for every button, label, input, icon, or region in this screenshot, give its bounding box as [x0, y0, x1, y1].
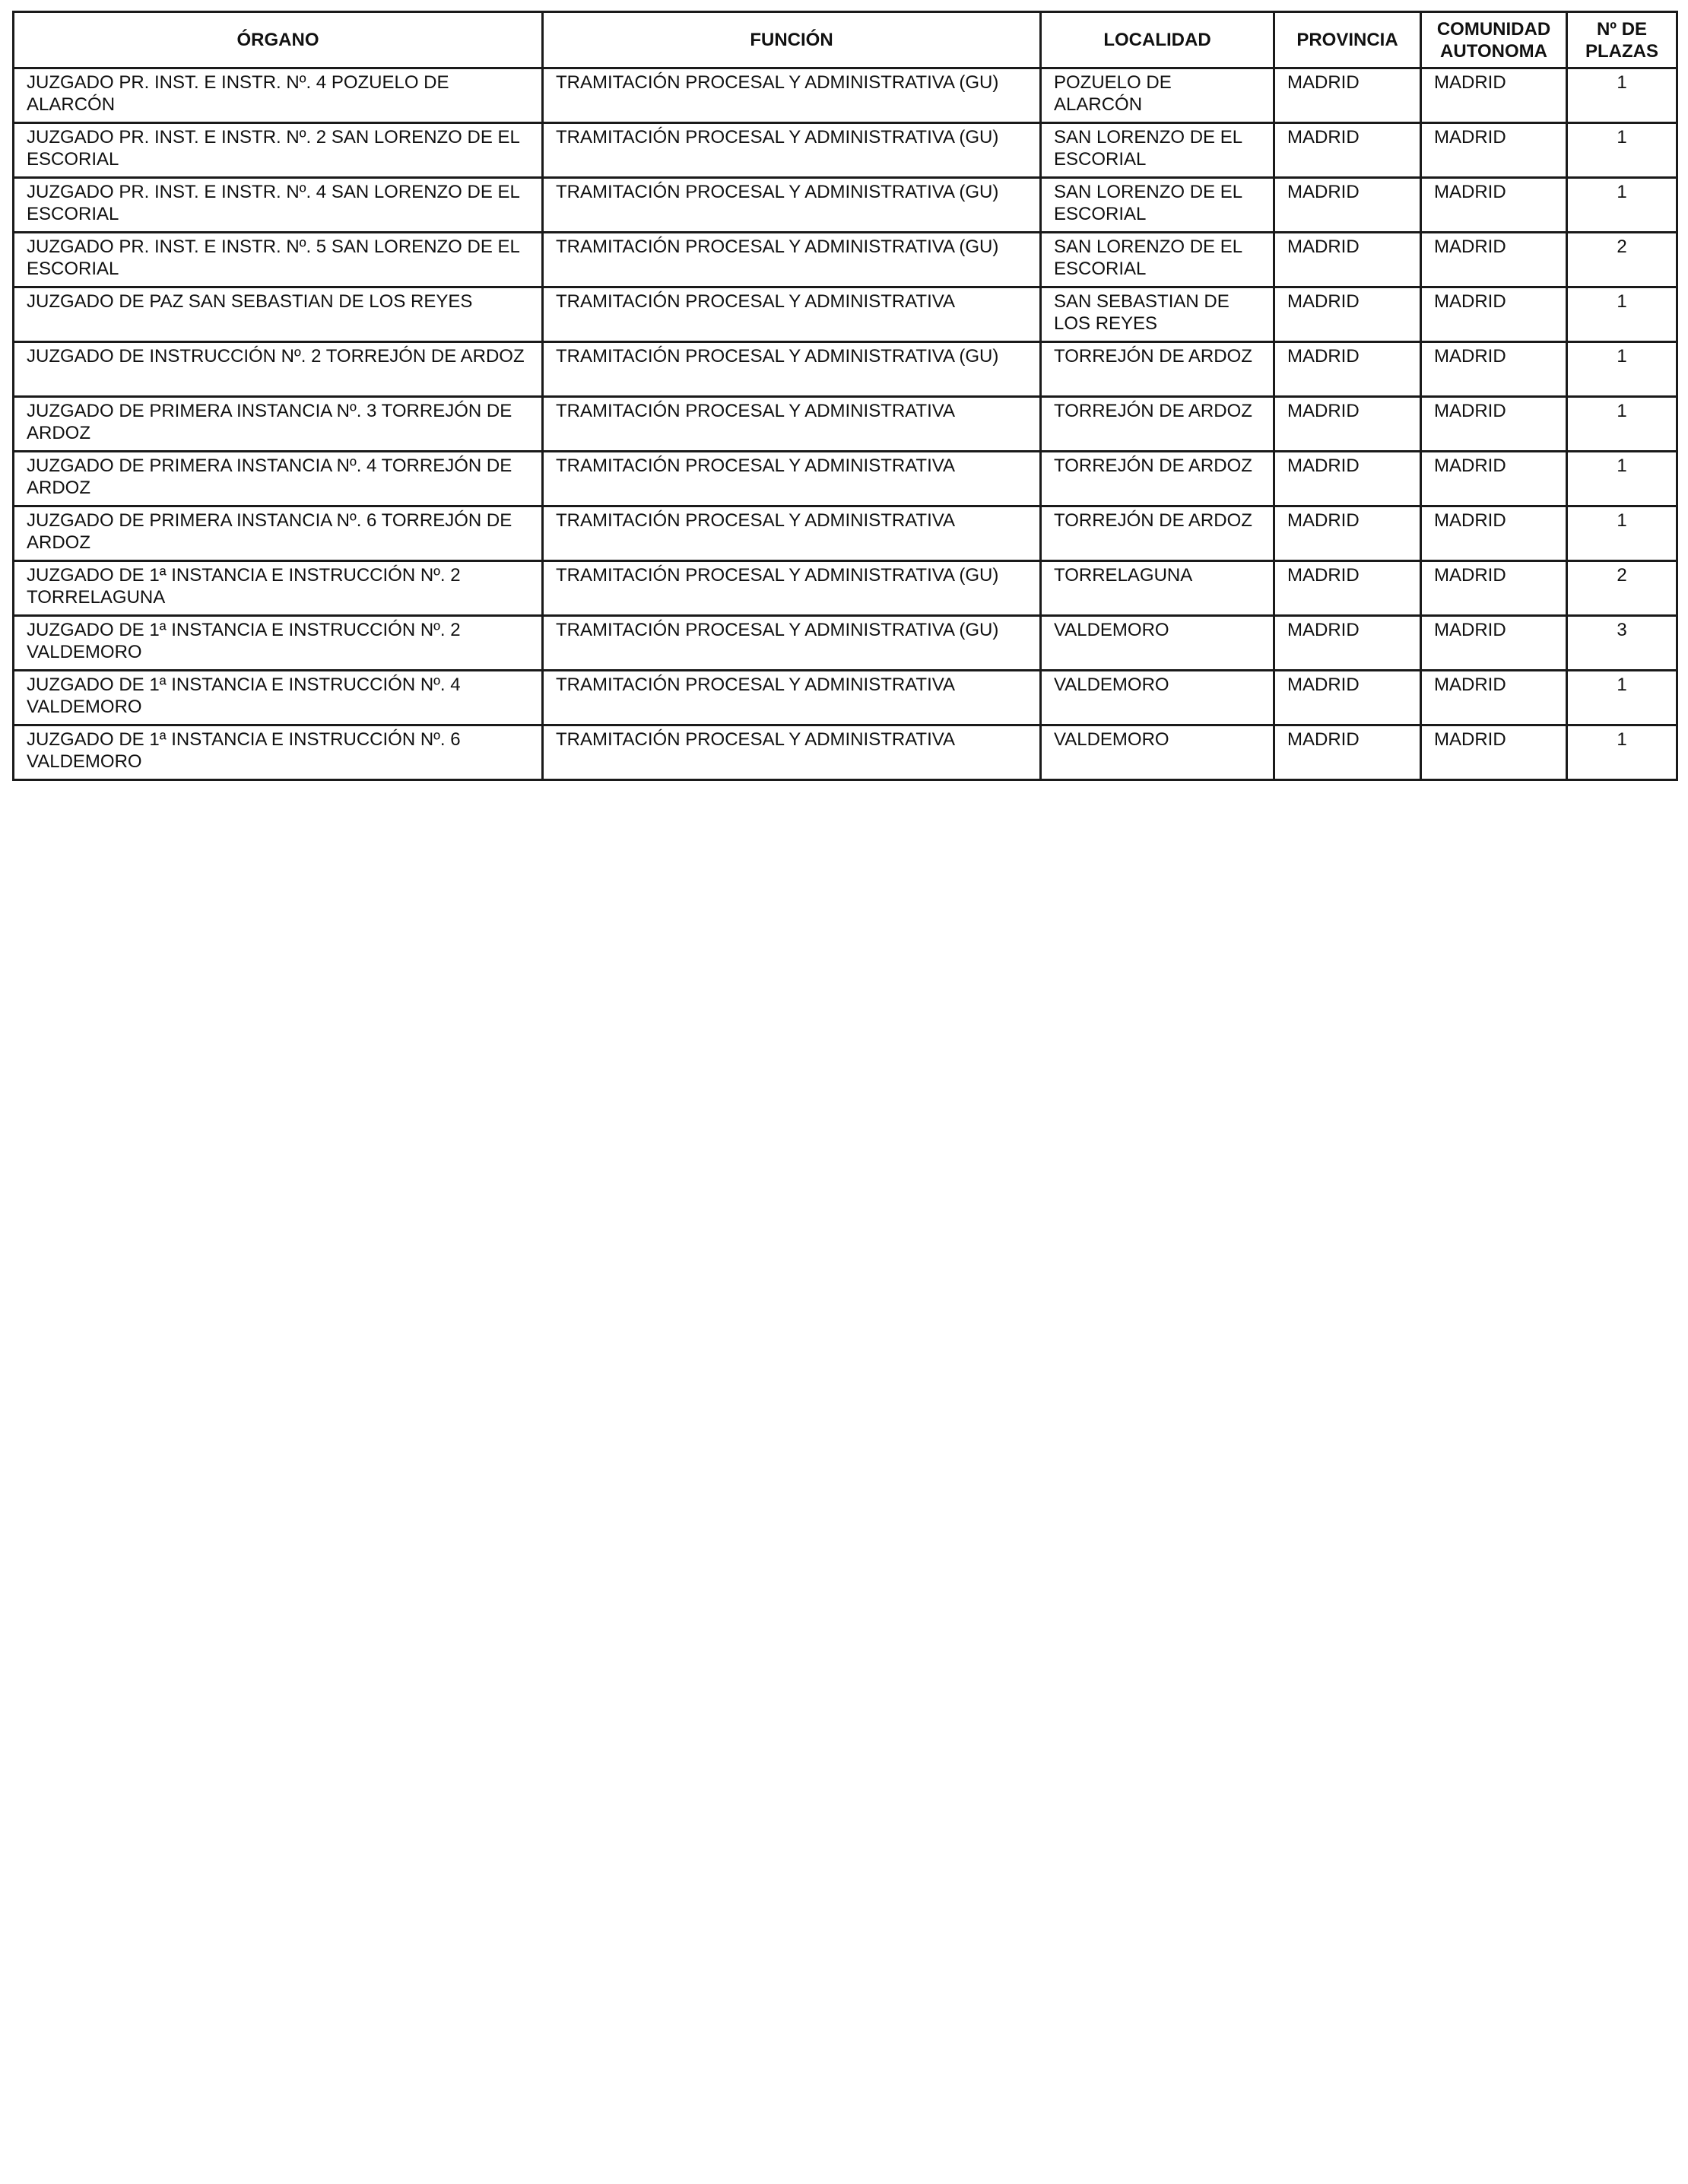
- cell-provincia: MADRID: [1274, 287, 1421, 342]
- cell-funcion: TRAMITACIÓN PROCESAL Y ADMINISTRATIVA (GU): [543, 123, 1041, 178]
- cell-plazas: 1: [1567, 342, 1677, 397]
- plazas-table: [12, 11, 1678, 781]
- cell-funcion: TRAMITACIÓN PROCESAL Y ADMINISTRATIVA: [543, 506, 1041, 561]
- cell-comunidad: MADRID: [1421, 671, 1567, 725]
- cell-provincia: MADRID: [1274, 342, 1421, 397]
- cell-comunidad: MADRID: [1421, 452, 1567, 506]
- cell-plazas: 1: [1567, 68, 1677, 123]
- cell-comunidad: MADRID: [1421, 506, 1567, 561]
- cell-plazas: 1: [1567, 397, 1677, 452]
- cell-provincia: MADRID: [1274, 68, 1421, 123]
- table-row: [14, 506, 1677, 561]
- cell-organo: JUZGADO PR. INST. E INSTR. Nº. 2 SAN LORENZO DE EL ESCORIAL: [14, 123, 543, 178]
- cell-localidad: TORREJÓN DE ARDOZ: [1041, 506, 1274, 561]
- cell-plazas: 2: [1567, 233, 1677, 287]
- cell-organo: JUZGADO DE PRIMERA INSTANCIA Nº. 4 TORREJÓN DE ARDOZ: [14, 452, 543, 506]
- cell-localidad: SAN LORENZO DE EL ESCORIAL: [1041, 178, 1274, 233]
- cell-localidad: SAN LORENZO DE EL ESCORIAL: [1041, 233, 1274, 287]
- cell-localidad: SAN SEBASTIAN DE LOS REYES: [1041, 287, 1274, 342]
- cell-localidad: POZUELO DE ALARCÓN: [1041, 68, 1274, 123]
- cell-comunidad: MADRID: [1421, 561, 1567, 616]
- cell-organo: JUZGADO DE PRIMERA INSTANCIA Nº. 6 TORREJÓN DE ARDOZ: [14, 506, 543, 561]
- cell-plazas: 1: [1567, 123, 1677, 178]
- cell-provincia: MADRID: [1274, 397, 1421, 452]
- cell-funcion: TRAMITACIÓN PROCESAL Y ADMINISTRATIVA (GU): [543, 616, 1041, 671]
- cell-provincia: MADRID: [1274, 178, 1421, 233]
- cell-localidad: VALDEMORO: [1041, 671, 1274, 725]
- cell-funcion: TRAMITACIÓN PROCESAL Y ADMINISTRATIVA (GU): [543, 68, 1041, 123]
- table-row: [14, 671, 1677, 725]
- table-row: [14, 397, 1677, 452]
- cell-plazas: 1: [1567, 178, 1677, 233]
- cell-plazas: 1: [1567, 287, 1677, 342]
- cell-funcion: TRAMITACIÓN PROCESAL Y ADMINISTRATIVA (GU): [543, 178, 1041, 233]
- header-comunidad: COMUNIDAD AUTONOMA: [1421, 12, 1567, 68]
- cell-plazas: 1: [1567, 725, 1677, 780]
- cell-organo: JUZGADO PR. INST. E INSTR. Nº. 4 POZUELO DE ALARCÓN: [14, 68, 543, 123]
- table-row: [14, 342, 1677, 397]
- cell-comunidad: MADRID: [1421, 178, 1567, 233]
- cell-localidad: VALDEMORO: [1041, 725, 1274, 780]
- table-row: [14, 561, 1677, 616]
- cell-funcion: TRAMITACIÓN PROCESAL Y ADMINISTRATIVA: [543, 671, 1041, 725]
- cell-provincia: MADRID: [1274, 616, 1421, 671]
- cell-funcion: TRAMITACIÓN PROCESAL Y ADMINISTRATIVA: [543, 287, 1041, 342]
- table-row: [14, 233, 1677, 287]
- table-row: [14, 452, 1677, 506]
- cell-comunidad: MADRID: [1421, 287, 1567, 342]
- header-localidad: LOCALIDAD: [1041, 12, 1274, 68]
- header-organo: ÓRGANO: [14, 12, 543, 68]
- cell-localidad: TORREJÓN DE ARDOZ: [1041, 342, 1274, 397]
- cell-provincia: MADRID: [1274, 452, 1421, 506]
- cell-funcion: TRAMITACIÓN PROCESAL Y ADMINISTRATIVA: [543, 725, 1041, 780]
- cell-plazas: 2: [1567, 561, 1677, 616]
- table-row: [14, 123, 1677, 178]
- header-funcion: FUNCIÓN: [543, 12, 1041, 68]
- cell-provincia: MADRID: [1274, 506, 1421, 561]
- cell-funcion: TRAMITACIÓN PROCESAL Y ADMINISTRATIVA: [543, 452, 1041, 506]
- cell-comunidad: MADRID: [1421, 725, 1567, 780]
- cell-localidad: SAN LORENZO DE EL ESCORIAL: [1041, 123, 1274, 178]
- cell-funcion: TRAMITACIÓN PROCESAL Y ADMINISTRATIVA (GU): [543, 561, 1041, 616]
- cell-comunidad: MADRID: [1421, 68, 1567, 123]
- cell-plazas: 1: [1567, 506, 1677, 561]
- cell-provincia: MADRID: [1274, 233, 1421, 287]
- table-header-row: [14, 12, 1677, 68]
- cell-provincia: MADRID: [1274, 671, 1421, 725]
- cell-comunidad: MADRID: [1421, 233, 1567, 287]
- cell-localidad: TORRELAGUNA: [1041, 561, 1274, 616]
- table-row: [14, 178, 1677, 233]
- cell-organo: JUZGADO DE 1ª INSTANCIA E INSTRUCCIÓN Nº. 4 VALDEMORO: [14, 671, 543, 725]
- cell-organo: JUZGADO DE PRIMERA INSTANCIA Nº. 3 TORREJÓN DE ARDOZ: [14, 397, 543, 452]
- table-row: [14, 68, 1677, 123]
- cell-provincia: MADRID: [1274, 123, 1421, 178]
- cell-funcion: TRAMITACIÓN PROCESAL Y ADMINISTRATIVA: [543, 397, 1041, 452]
- cell-organo: JUZGADO PR. INST. E INSTR. Nº. 4 SAN LORENZO DE EL ESCORIAL: [14, 178, 543, 233]
- cell-organo: JUZGADO DE 1ª INSTANCIA E INSTRUCCIÓN Nº. 2 TORRELAGUNA: [14, 561, 543, 616]
- cell-funcion: TRAMITACIÓN PROCESAL Y ADMINISTRATIVA (GU): [543, 342, 1041, 397]
- cell-comunidad: MADRID: [1421, 342, 1567, 397]
- cell-plazas: 1: [1567, 671, 1677, 725]
- header-plazas: Nº DE PLAZAS: [1567, 12, 1677, 68]
- cell-localidad: TORREJÓN DE ARDOZ: [1041, 452, 1274, 506]
- cell-plazas: 3: [1567, 616, 1677, 671]
- cell-organo: JUZGADO DE PAZ SAN SEBASTIAN DE LOS REYES: [14, 287, 543, 342]
- cell-organo: JUZGADO DE 1ª INSTANCIA E INSTRUCCIÓN Nº. 2 VALDEMORO: [14, 616, 543, 671]
- table-row: [14, 725, 1677, 780]
- cell-organo: JUZGADO DE INSTRUCCIÓN Nº. 2 TORREJÓN DE ARDOZ: [14, 342, 543, 397]
- cell-localidad: VALDEMORO: [1041, 616, 1274, 671]
- cell-comunidad: MADRID: [1421, 123, 1567, 178]
- table-row: [14, 616, 1677, 671]
- cell-funcion: TRAMITACIÓN PROCESAL Y ADMINISTRATIVA (GU): [543, 233, 1041, 287]
- cell-localidad: TORREJÓN DE ARDOZ: [1041, 397, 1274, 452]
- cell-comunidad: MADRID: [1421, 616, 1567, 671]
- table-row: [14, 287, 1677, 342]
- header-provincia: PROVINCIA: [1274, 12, 1421, 68]
- cell-organo: JUZGADO DE 1ª INSTANCIA E INSTRUCCIÓN Nº. 6 VALDEMORO: [14, 725, 543, 780]
- cell-comunidad: MADRID: [1421, 397, 1567, 452]
- cell-organo: JUZGADO PR. INST. E INSTR. Nº. 5 SAN LORENZO DE EL ESCORIAL: [14, 233, 543, 287]
- cell-plazas: 1: [1567, 452, 1677, 506]
- cell-provincia: MADRID: [1274, 561, 1421, 616]
- cell-provincia: MADRID: [1274, 725, 1421, 780]
